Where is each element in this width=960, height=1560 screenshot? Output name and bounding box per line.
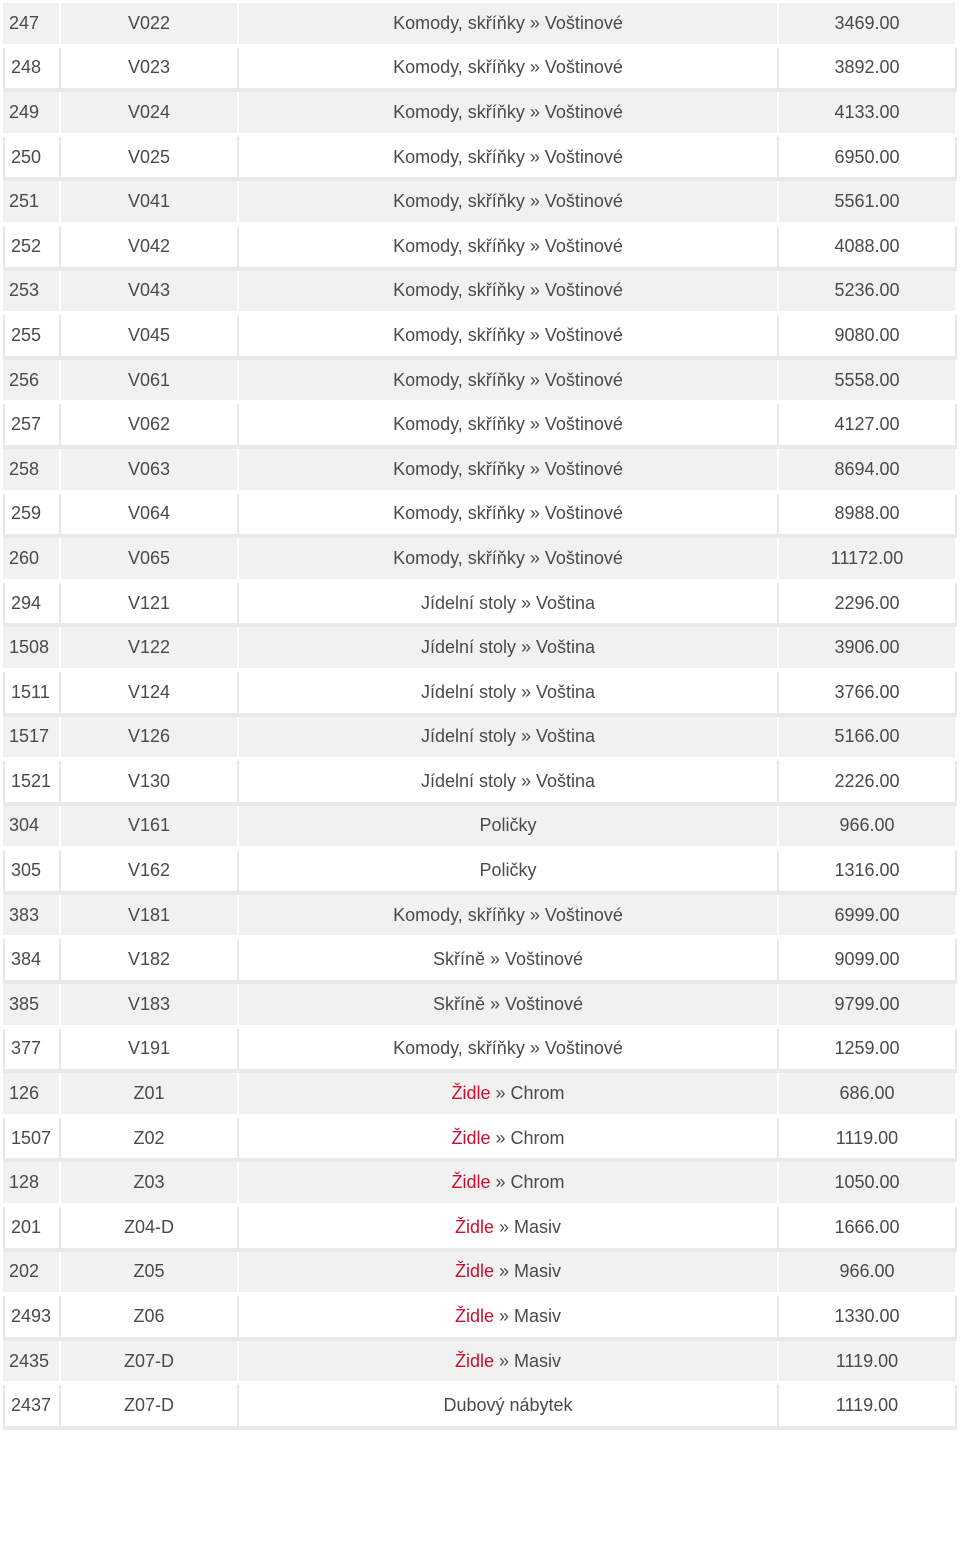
product-price-cell: 6999.00	[779, 895, 957, 940]
category-path-text: Komody, skříňky » Voštinové	[393, 369, 623, 390]
product-price-cell: 5558.00	[779, 360, 957, 405]
product-code-cell: V181	[61, 895, 239, 940]
product-price-cell: 3469.00	[779, 3, 957, 48]
product-id-cell: 257	[3, 404, 61, 449]
product-code-cell: Z07-D	[61, 1341, 239, 1386]
product-id-cell: 251	[3, 181, 61, 226]
product-id-cell: 201	[3, 1207, 61, 1252]
product-price-cell: 966.00	[779, 1252, 957, 1297]
category-path-text: Jídelní stoly » Voština	[420, 637, 596, 658]
product-code-cell: Z03	[61, 1162, 239, 1207]
category-path-text: » Masiv	[493, 1261, 562, 1282]
product-id-cell: 249	[3, 92, 61, 137]
category-path-text: Komody, skříňky » Voštinové	[393, 324, 623, 345]
category-link[interactable]: Židle	[454, 1306, 494, 1327]
product-price-cell: 1316.00	[779, 850, 957, 895]
category-path-text: Skříně » Voštinové	[432, 993, 584, 1014]
product-code-cell: V191	[61, 1029, 239, 1074]
category-path-text: Skříně » Voštinové	[432, 949, 584, 970]
product-price-cell: 1050.00	[779, 1162, 957, 1207]
product-price-cell: 8694.00	[779, 449, 957, 494]
product-category-cell	[239, 939, 779, 984]
product-code-cell: V063	[61, 449, 239, 494]
category-path-text: » Masiv	[493, 1350, 562, 1371]
table-row	[3, 939, 957, 984]
product-price-cell: 11172.00	[779, 538, 957, 583]
product-category-cell	[239, 315, 779, 360]
product-price-cell: 1259.00	[779, 1029, 957, 1074]
product-id-cell: 384	[3, 939, 61, 984]
table-row	[3, 895, 957, 940]
product-category-cell	[239, 92, 779, 137]
category-path-text: Komody, skříňky » Voštinové	[393, 458, 623, 479]
product-id-cell: 304	[3, 806, 61, 851]
category-link[interactable]: Židle	[454, 1261, 494, 1282]
category-link[interactable]: Židle	[454, 1216, 494, 1237]
product-price-cell: 3892.00	[779, 48, 957, 93]
table-row	[3, 494, 957, 539]
product-category-cell	[239, 1162, 779, 1207]
product-table	[3, 3, 957, 1430]
table-row	[3, 181, 957, 226]
product-category-cell	[239, 1207, 779, 1252]
product-id-cell: 2435	[3, 1341, 61, 1386]
table-row	[3, 404, 957, 449]
category-path-text: Komody, skříňky » Voštinové	[393, 280, 623, 301]
product-code-cell: Z05	[61, 1252, 239, 1297]
category-path-text: » Chrom	[490, 1083, 565, 1104]
product-price-cell: 9099.00	[779, 939, 957, 984]
category-link[interactable]: Židle	[451, 1083, 491, 1104]
product-code-cell: Z04-D	[61, 1207, 239, 1252]
category-path-text: Komody, skříňky » Voštinové	[393, 547, 623, 568]
product-code-cell: V064	[61, 494, 239, 539]
product-code-cell: V045	[61, 315, 239, 360]
product-code-cell: V024	[61, 92, 239, 137]
table-row	[3, 1296, 957, 1341]
product-price-cell: 2226.00	[779, 761, 957, 806]
product-price-cell: 2296.00	[779, 583, 957, 628]
product-id-cell: 126	[3, 1073, 61, 1118]
product-code-cell: Z02	[61, 1118, 239, 1163]
category-link[interactable]: Židle	[451, 1127, 491, 1148]
product-price-cell: 686.00	[779, 1073, 957, 1118]
category-path-text: Komody, skříňky » Voštinové	[393, 146, 623, 167]
table-row	[3, 806, 957, 851]
product-category-cell	[239, 850, 779, 895]
product-price-cell: 1666.00	[779, 1207, 957, 1252]
table-row	[3, 3, 957, 48]
product-price-cell: 1330.00	[779, 1296, 957, 1341]
product-id-cell: 2437	[3, 1385, 61, 1430]
product-id-cell: 377	[3, 1029, 61, 1074]
product-category-cell	[239, 1252, 779, 1297]
product-category-cell	[239, 717, 779, 762]
category-path-text: Jídelní stoly » Voština	[420, 726, 596, 747]
product-category-cell	[239, 672, 779, 717]
product-category-cell	[239, 3, 779, 48]
product-category-cell	[239, 761, 779, 806]
product-id-cell: 260	[3, 538, 61, 583]
category-path-text: Poličky	[479, 860, 537, 881]
table-row	[3, 92, 957, 137]
table-row	[3, 48, 957, 93]
table-row	[3, 315, 957, 360]
product-price-cell: 5236.00	[779, 271, 957, 316]
table-row	[3, 850, 957, 895]
product-category-cell	[239, 1118, 779, 1163]
category-path-text: Dubový nábytek	[443, 1395, 573, 1416]
product-category-cell	[239, 1341, 779, 1386]
product-price-cell: 3906.00	[779, 627, 957, 672]
product-id-cell: 128	[3, 1162, 61, 1207]
product-id-cell: 1507	[3, 1118, 61, 1163]
product-id-cell: 1511	[3, 672, 61, 717]
product-category-cell	[239, 895, 779, 940]
product-id-cell: 258	[3, 449, 61, 494]
category-link[interactable]: Židle	[451, 1172, 491, 1193]
product-code-cell: V126	[61, 717, 239, 762]
product-price-cell: 1119.00	[779, 1118, 957, 1163]
table-row	[3, 538, 957, 583]
product-code-cell: V183	[61, 984, 239, 1029]
product-price-cell: 9080.00	[779, 315, 957, 360]
table-row	[3, 1073, 957, 1118]
category-path-text: » Masiv	[493, 1216, 562, 1237]
product-code-cell: V061	[61, 360, 239, 405]
table-row	[3, 226, 957, 271]
product-id-cell: 256	[3, 360, 61, 405]
product-id-cell: 252	[3, 226, 61, 271]
product-price-cell: 966.00	[779, 806, 957, 851]
product-id-cell: 1517	[3, 717, 61, 762]
product-price-cell: 1119.00	[779, 1385, 957, 1430]
table-row	[3, 1118, 957, 1163]
product-code-cell: Z06	[61, 1296, 239, 1341]
product-category-cell	[239, 583, 779, 628]
table-row	[3, 1029, 957, 1074]
product-category-cell	[239, 181, 779, 226]
table-row	[3, 672, 957, 717]
product-category-cell	[239, 1385, 779, 1430]
category-path-text: Komody, skříňky » Voštinové	[393, 235, 623, 256]
product-code-cell: V162	[61, 850, 239, 895]
product-price-cell: 6950.00	[779, 137, 957, 182]
product-id-cell: 1508	[3, 627, 61, 672]
product-category-cell	[239, 1073, 779, 1118]
product-code-cell: Z01	[61, 1073, 239, 1118]
category-path-text: Jídelní stoly » Voština	[420, 681, 596, 702]
category-path-text: Komody, skříňky » Voštinové	[393, 57, 623, 78]
category-path-text: Komody, skříňky » Voštinové	[393, 904, 623, 925]
product-price-cell: 8988.00	[779, 494, 957, 539]
table-row	[3, 449, 957, 494]
product-code-cell: V161	[61, 806, 239, 851]
category-path-text: » Chrom	[490, 1127, 565, 1148]
product-category-cell	[239, 271, 779, 316]
table-row	[3, 583, 957, 628]
table-row	[3, 137, 957, 182]
product-price-cell: 1119.00	[779, 1341, 957, 1386]
product-category-cell	[239, 48, 779, 93]
table-row	[3, 1162, 957, 1207]
category-path-text: Komody, skříňky » Voštinové	[393, 12, 623, 33]
category-path-text: » Chrom	[490, 1172, 565, 1193]
product-price-cell: 3766.00	[779, 672, 957, 717]
product-price-cell: 4088.00	[779, 226, 957, 271]
table-row	[3, 1341, 957, 1386]
product-code-cell: V043	[61, 271, 239, 316]
table-row	[3, 1252, 957, 1297]
category-link[interactable]: Židle	[454, 1350, 494, 1371]
table-row	[3, 360, 957, 405]
product-id-cell: 255	[3, 315, 61, 360]
table-row	[3, 984, 957, 1029]
product-id-cell: 2493	[3, 1296, 61, 1341]
product-code-cell: Z07-D	[61, 1385, 239, 1430]
product-id-cell: 259	[3, 494, 61, 539]
product-id-cell: 253	[3, 271, 61, 316]
product-id-cell: 305	[3, 850, 61, 895]
category-path-text: Komody, skříňky » Voštinové	[393, 503, 623, 524]
product-price-cell: 9799.00	[779, 984, 957, 1029]
category-path-text: Jídelní stoly » Voština	[420, 770, 596, 791]
product-code-cell: V182	[61, 939, 239, 984]
table-row	[3, 717, 957, 762]
table-row	[3, 271, 957, 316]
category-path-text: Komody, skříňky » Voštinové	[393, 191, 623, 212]
product-category-cell	[239, 1296, 779, 1341]
product-category-cell	[239, 449, 779, 494]
category-path-text: Poličky	[479, 815, 537, 836]
table-row	[3, 1207, 957, 1252]
product-code-cell: V022	[61, 3, 239, 48]
category-path-text: Komody, skříňky » Voštinové	[393, 414, 623, 435]
table-row	[3, 1385, 957, 1430]
product-id-cell: 294	[3, 583, 61, 628]
product-id-cell: 202	[3, 1252, 61, 1297]
product-category-cell	[239, 226, 779, 271]
table-row	[3, 761, 957, 806]
product-category-cell	[239, 404, 779, 449]
category-path-text: Jídelní stoly » Voština	[420, 592, 596, 613]
product-price-cell: 5166.00	[779, 717, 957, 762]
product-category-cell	[239, 494, 779, 539]
product-code-cell: V130	[61, 761, 239, 806]
product-code-cell: V121	[61, 583, 239, 628]
product-code-cell: V122	[61, 627, 239, 672]
product-id-cell: 1521	[3, 761, 61, 806]
product-price-cell: 4133.00	[779, 92, 957, 137]
product-price-cell: 5561.00	[779, 181, 957, 226]
product-id-cell: 385	[3, 984, 61, 1029]
product-code-cell: V041	[61, 181, 239, 226]
product-price-cell: 4127.00	[779, 404, 957, 449]
product-category-cell	[239, 806, 779, 851]
product-code-cell: V065	[61, 538, 239, 583]
product-code-cell: V042	[61, 226, 239, 271]
product-category-cell	[239, 627, 779, 672]
product-id-cell: 248	[3, 48, 61, 93]
category-path-text: Komody, skříňky » Voštinové	[393, 1038, 623, 1059]
category-path-text: Komody, skříňky » Voštinové	[393, 101, 623, 122]
product-id-cell: 250	[3, 137, 61, 182]
product-category-cell	[239, 984, 779, 1029]
product-category-cell	[239, 1029, 779, 1074]
product-id-cell: 247	[3, 3, 61, 48]
product-code-cell: V062	[61, 404, 239, 449]
product-category-cell	[239, 538, 779, 583]
table-row	[3, 627, 957, 672]
category-path-text: » Masiv	[493, 1306, 562, 1327]
product-id-cell: 383	[3, 895, 61, 940]
product-table-body	[3, 3, 957, 1430]
product-category-cell	[239, 360, 779, 405]
product-code-cell: V023	[61, 48, 239, 93]
product-code-cell: V025	[61, 137, 239, 182]
product-category-cell	[239, 137, 779, 182]
product-code-cell: V124	[61, 672, 239, 717]
